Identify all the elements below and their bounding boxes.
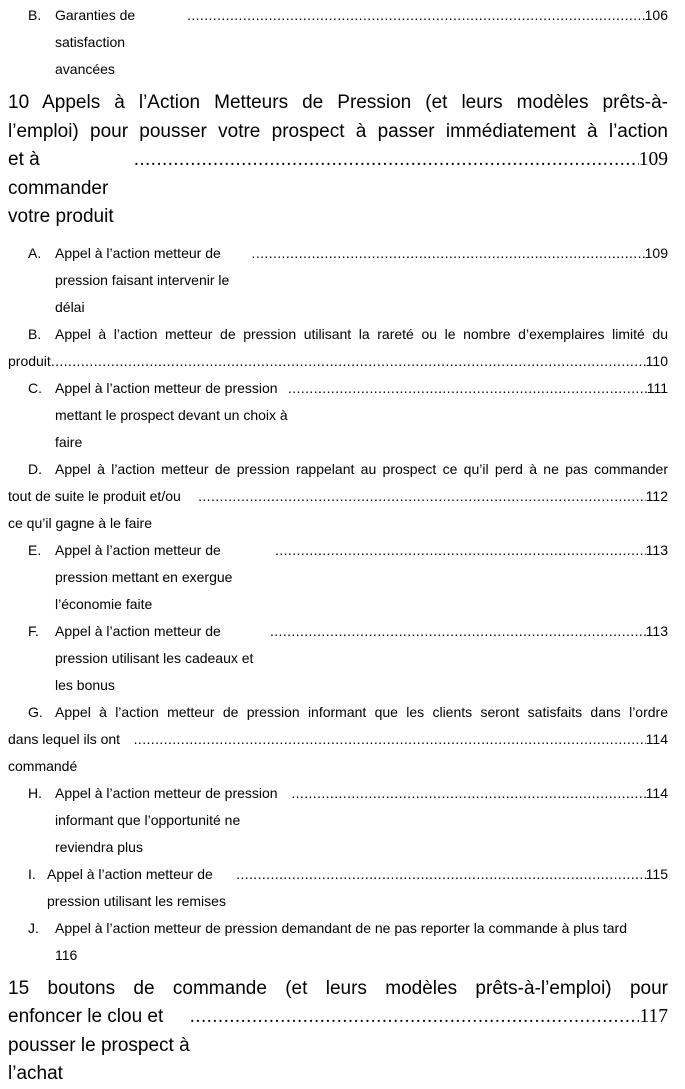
toc-page-number: 106 xyxy=(644,7,668,23)
dot-leader xyxy=(187,2,645,29)
dot-leader xyxy=(275,537,646,564)
toc-entry-text: Appel à l’action metteur de pression informant que les clients seront satisfaits dans l’ordre xyxy=(55,703,668,720)
toc-entry-text: Appel à l’action metteur de pression utilisant les remises xyxy=(47,865,226,909)
toc-line xyxy=(8,146,668,232)
toc-line xyxy=(8,375,668,456)
toc-page-number: 114 xyxy=(645,784,668,801)
toc-entry-letter: B. xyxy=(28,7,42,23)
dot-leader xyxy=(134,146,639,175)
toc-page-number: 113 xyxy=(645,622,668,639)
toc-sub-entry[interactable] xyxy=(8,780,668,861)
toc-entry-letter: A. xyxy=(28,244,42,261)
toc-line xyxy=(8,2,668,83)
toc-line xyxy=(8,240,668,321)
toc-entry-text: Appel à l’action metteur de pression utilisant la rareté ou le nombre d’exemplaires limité du xyxy=(55,325,668,342)
toc-line xyxy=(8,861,668,915)
toc-entry-text: Appel à l’action metteur de pression utilisant les cadeaux et les bonus xyxy=(55,622,254,693)
toc-entry-letter: E. xyxy=(28,541,42,558)
toc-page-number: 110 xyxy=(645,352,668,369)
toc-entry-text: Garanties de satisfaction avancées xyxy=(55,7,136,77)
toc-line xyxy=(8,537,668,618)
toc-line xyxy=(8,699,668,726)
toc-page-number: 117 xyxy=(639,1006,668,1027)
toc-heading-entry[interactable] xyxy=(8,975,668,1089)
toc-page-number: 109 xyxy=(644,244,668,261)
toc-entry-text: et à commander votre produit xyxy=(8,149,114,227)
toc-line xyxy=(8,118,668,147)
toc-line xyxy=(8,915,668,942)
toc-entry-letter: B. xyxy=(28,325,42,342)
toc-sub-entry[interactable] xyxy=(8,699,668,780)
toc-entry-letter: J. xyxy=(28,919,39,936)
toc-page-number: 109 xyxy=(638,149,668,170)
toc-entry-text: Appel à l’action metteur de pression mettant le prospect devant un choix à faire xyxy=(55,379,288,450)
toc-entry-text: Appel à l’action metteur de pression mettant en exergue l’économie faite xyxy=(55,541,233,612)
toc-entry-text: produit xyxy=(8,352,51,369)
toc-line xyxy=(8,89,668,118)
toc-entry-text: l’emploi) pour pousser votre prospect à passer immédiatement à l’action xyxy=(8,120,668,142)
toc-line xyxy=(8,483,668,537)
toc-line xyxy=(8,348,668,375)
toc-sub-entry[interactable] xyxy=(8,537,668,618)
dot-leader xyxy=(252,240,645,267)
toc-line xyxy=(8,780,668,861)
toc-entry-letter: G. xyxy=(28,703,43,720)
toc-line xyxy=(8,1003,668,1089)
toc-entry-letter: F. xyxy=(28,622,39,639)
toc-entry-text: dans lequel ils ont commandé xyxy=(8,730,121,774)
toc-entry-letter: C. xyxy=(28,379,42,396)
toc-line xyxy=(8,975,668,1004)
toc-sub-entry[interactable] xyxy=(8,2,668,83)
toc-sub-entry[interactable] xyxy=(8,618,668,699)
toc-sub-entry[interactable] xyxy=(8,456,668,537)
toc-line xyxy=(8,726,668,780)
dot-leader xyxy=(51,348,646,375)
table-of-contents xyxy=(8,2,668,1089)
dot-leader xyxy=(270,618,646,645)
toc-page-number: 111 xyxy=(646,379,668,396)
toc-line xyxy=(8,456,668,483)
dot-leader xyxy=(134,726,646,753)
toc-sub-entry[interactable] xyxy=(8,375,668,456)
toc-page-number: 114 xyxy=(645,730,668,747)
toc-heading-entry[interactable] xyxy=(8,89,668,232)
dot-leader xyxy=(190,1003,640,1032)
dot-leader xyxy=(291,780,645,807)
toc-entry-text: 15 boutons de commande (et leurs modèles prêts-à-l’emploi) pour xyxy=(8,977,668,999)
toc-entry-text: Appel à l’action metteur de pression faisant intervenir le délai xyxy=(55,244,230,315)
dot-leader xyxy=(288,375,647,402)
toc-page-number: 112 xyxy=(645,487,668,504)
dot-leader xyxy=(198,483,646,510)
dot-leader xyxy=(236,861,646,888)
toc-entry-text: Appel à l’action metteur de pression demandant de ne pas reporter la commande à plus tard xyxy=(55,919,628,936)
toc-entry-text: Appel à l’action metteur de pression informant que l’opportunité ne reviendra plus xyxy=(55,784,278,855)
toc-entry-text: Appel à l’action metteur de pression rappelant au prospect ce qu’il perd à ne pas commander xyxy=(55,460,668,477)
toc-sub-entry[interactable] xyxy=(8,240,668,321)
toc-entry-letter: D. xyxy=(28,460,42,477)
toc-line xyxy=(8,321,668,348)
toc-entry-text: enfoncer le clou et pousser le prospect à l’achat xyxy=(8,1006,190,1084)
toc-line xyxy=(8,942,668,969)
toc-page-number: 115 xyxy=(645,865,668,882)
toc-sub-entry[interactable] xyxy=(8,915,668,969)
toc-line xyxy=(8,618,668,699)
toc-entry-letter: I. xyxy=(28,865,36,882)
toc-page-number: 113 xyxy=(645,541,668,558)
toc-entry-letter: H. xyxy=(28,784,42,801)
toc-entry-text: 10 Appels à l’Action Metteurs de Pression (et leurs modèles prêts-à- xyxy=(8,92,668,113)
toc-sub-entry[interactable] xyxy=(8,321,668,375)
toc-page-number: 116 xyxy=(55,946,78,963)
toc-entry-text: tout de suite le produit et/ou ce qu’il gagne à le faire xyxy=(8,487,181,531)
toc-sub-entry[interactable] xyxy=(8,861,668,915)
